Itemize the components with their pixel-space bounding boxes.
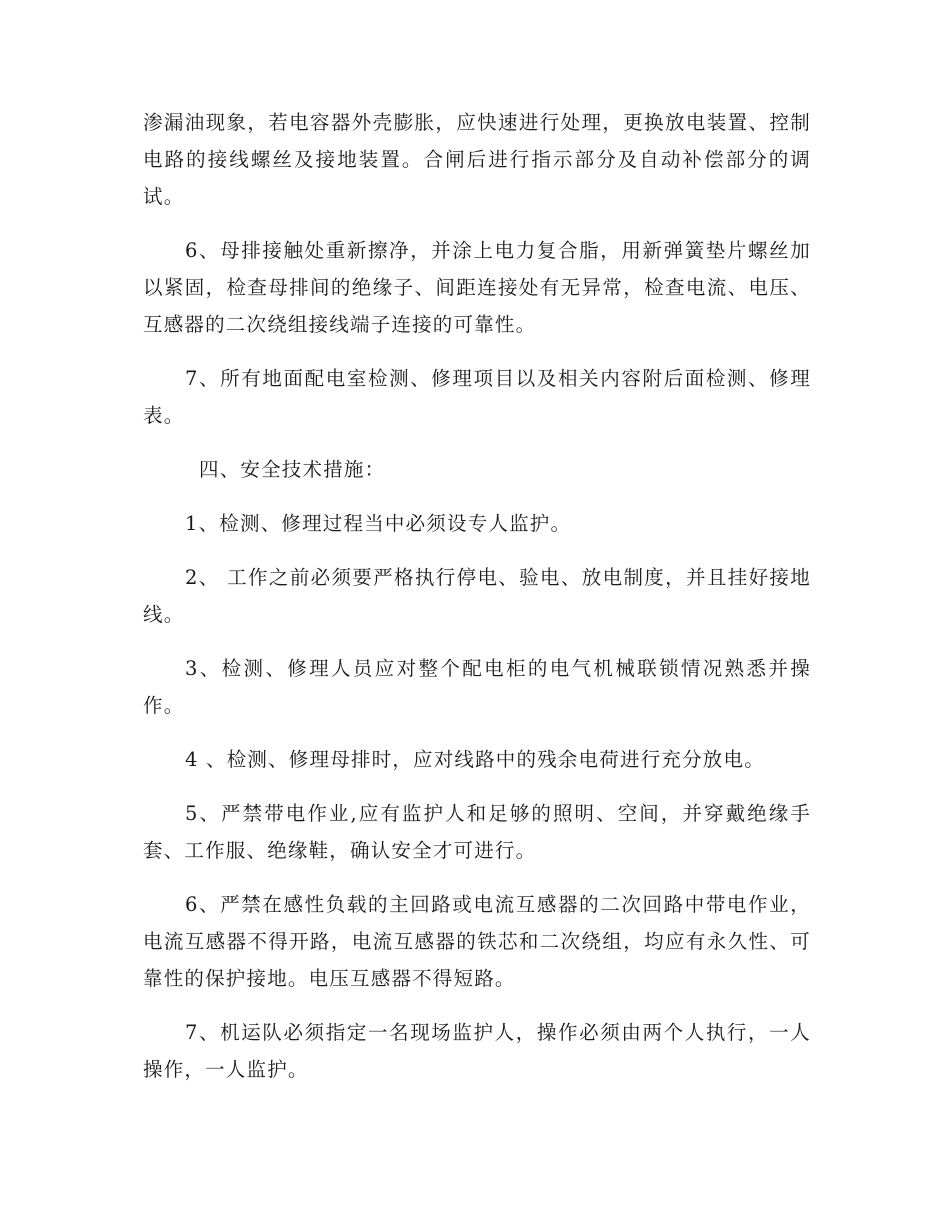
paragraph-safety-1: 1、检测、修理过程当中必须设专人监护。 bbox=[185, 512, 572, 535]
paragraph-continuation: 渗漏油现象，若电容器外壳膨胀，应快速进行处理，更换放电装置、控制电路的接线螺丝及接地装置。合闸后进行指示部分及自动补偿部分的调试。 bbox=[143, 111, 811, 208]
document-body bbox=[143, 104, 811, 1105]
paragraph-safety-5: 5、严禁带电作业,应有监护人和足够的照明、空间，并穿戴绝缘手套、工作服、绝缘鞋，确认安全才可进行。 bbox=[143, 802, 811, 862]
paragraph-safety-2: 2、 工作之前必须要严格执行停电、验电、放电制度，并且挂好接地线。 bbox=[143, 566, 811, 626]
paragraph-item-7-repair-table: 7、所有地面配电室检测、修理项目以及相关内容附后面检测、修理表。 bbox=[143, 367, 811, 427]
paragraph-safety-7: 7、机运队必须指定一名现场监护人，操作必须由两个人执行，一人操作，一人监护。 bbox=[143, 1021, 811, 1081]
paragraph-safety-3: 3、检测、修理人员应对整个配电柜的电气机械联锁情况熟悉并操作。 bbox=[143, 657, 811, 717]
paragraph-safety-6: 6、严禁在感性负载的主回路或电流互感器的二次回路中带电作业，电流互感器不得开路，电流互感器的铁芯和二次绕组，均应有永久性、可靠性的保护接地。电压互感器不得短路。 bbox=[143, 893, 811, 990]
section-heading-safety: 四、安全技术措施： bbox=[199, 458, 386, 481]
paragraph-item-6-busbar: 6、母排接触处重新擦净，并涂上电力复合脂，用新弹簧垫片螺丝加以紧固，检查母排间的绝缘子、间距连接处有无异常，检查电流、电压、互感器的二次绕组接线端子连接的可靠性。 bbox=[143, 239, 811, 336]
paragraph-safety-4: 4 、检测、修理母排时，应对线路中的残余电荷进行充分放电。 bbox=[185, 748, 765, 771]
